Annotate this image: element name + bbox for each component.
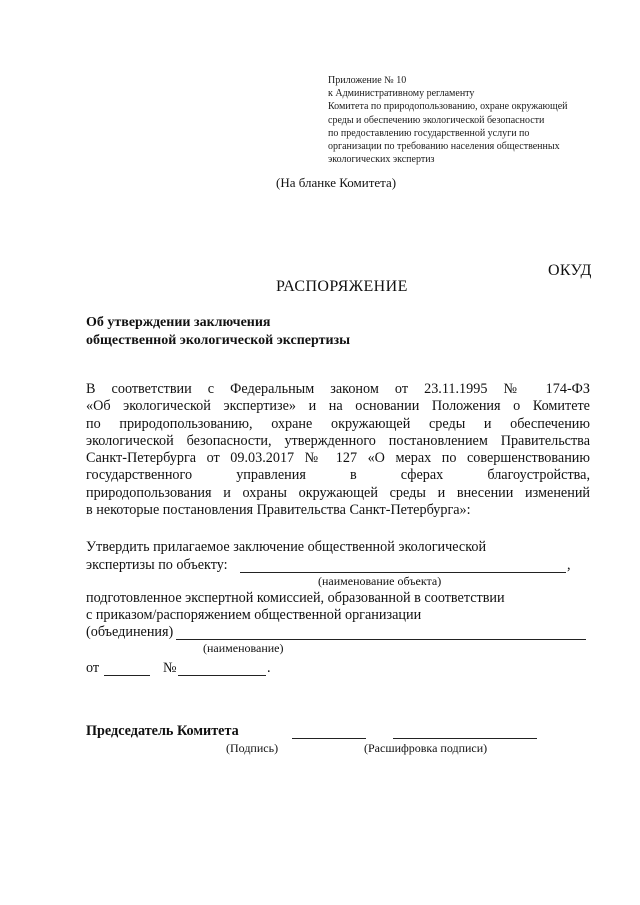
order-line-2-comma: , xyxy=(567,557,571,573)
subject-line: общественной экологической экспертизы xyxy=(86,333,351,348)
preamble-line: Санкт-Петербурга от 09.03.2017 № 127 «О мерах по совершенствованию xyxy=(86,450,590,467)
preamble-line: «Об экологической экспертизе» и на основании Положения о Комитете xyxy=(86,398,590,415)
subject-line: Об утверждении заключения xyxy=(86,315,271,330)
order-end-dot: . xyxy=(267,660,271,676)
preamble-paragraph xyxy=(86,381,590,519)
appendix-line: по предоставлению государственной услуги по xyxy=(328,127,530,139)
appendix-line: организации по требованию населения общественных xyxy=(328,141,560,153)
signature-title: Председатель Комитета xyxy=(86,723,239,739)
order-date-prefix: от xyxy=(86,660,100,676)
preamble-line: в некоторые постановления Правительства Санкт-Петербурга»: xyxy=(86,502,471,519)
order-number-field[interactable] xyxy=(178,675,266,676)
preamble-line: по природопользованию, охране окружающей среды и обеспечению xyxy=(86,415,590,432)
order-line-4: с приказом/распоряжением общественной организации xyxy=(86,607,422,623)
appendix-line: к Административному регламенту xyxy=(328,88,475,100)
object-name-field[interactable] xyxy=(240,572,566,573)
signature-hint: (Подпись) xyxy=(226,741,279,755)
appendix-note xyxy=(328,74,568,166)
appendix-line: экологических экспертиз xyxy=(328,154,435,166)
document-subject xyxy=(86,314,350,350)
order-date-field[interactable] xyxy=(104,675,150,676)
order-line-1: Утвердить прилагаемое заключение общественной экологической xyxy=(86,539,487,555)
signature-decode-hint: (Расшифровка подписи) xyxy=(364,741,488,755)
signature-decode-field[interactable] xyxy=(393,738,537,739)
appendix-line: среды и обеспечению экологической безопасности xyxy=(328,114,545,126)
organization-name-hint: (наименование) xyxy=(203,641,284,655)
appendix-line: Приложение № 10 xyxy=(328,75,407,86)
preamble-line: государственного управления в сферах благоустройства, xyxy=(86,467,590,484)
signature-field[interactable] xyxy=(292,738,366,739)
order-line-5-prefix: (объединения) xyxy=(86,624,174,640)
preamble-line: природопользования и охраны окружающей среды и внесении изменений xyxy=(86,484,590,501)
appendix-line: Комитета по природопользованию, охране окружающей xyxy=(328,101,568,113)
preamble-line: В соответствии с Федеральным законом от 23.11.1995 № 174-ФЗ xyxy=(86,381,590,397)
order-number-prefix: № xyxy=(163,660,177,676)
order-line-2-prefix: экспертизы по объекту: xyxy=(86,557,228,573)
order-line-3: подготовленное экспертной комиссией, образованной в соответствии xyxy=(86,590,505,606)
okud-code-label: ОКУД xyxy=(548,262,592,279)
preamble-line: экологической безопасности, утвержденного постановлением Правительства xyxy=(86,432,590,449)
blank-note: (На бланке Комитета) xyxy=(276,175,397,190)
document-type-title: РАСПОРЯЖЕНИЕ xyxy=(276,278,408,295)
object-name-hint: (наименование объекта) xyxy=(318,574,442,588)
organization-name-field[interactable] xyxy=(176,639,586,640)
